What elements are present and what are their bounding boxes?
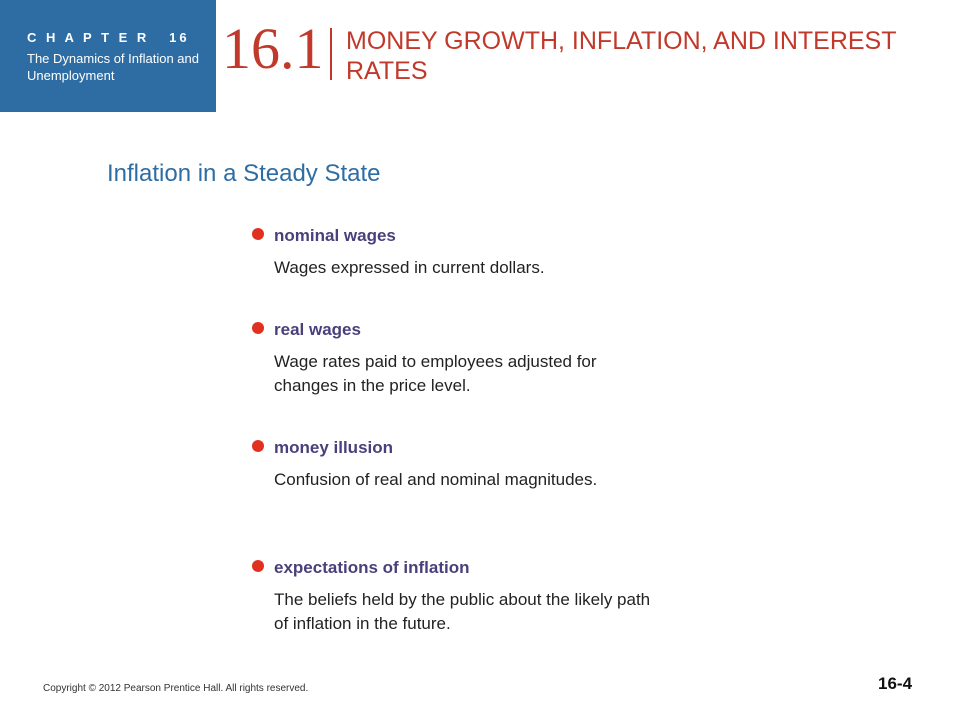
term-definition: Wage rates paid to employees adjusted for changes in the price level. (274, 352, 597, 395)
chapter-label: C H A P T E R 16 (27, 30, 190, 45)
chapter-title: The Dynamics of Inflation and Unemployment (27, 51, 199, 83)
chapter-box (0, 0, 216, 112)
term-name: money illusion (274, 438, 394, 457)
title-divider (330, 28, 332, 80)
section-title: MONEY GROWTH, INFLATION, AND INTEREST RATES (346, 27, 897, 85)
bullet-icon (252, 440, 264, 452)
term-name: real wages (274, 320, 361, 339)
term-name: nominal wages (274, 226, 396, 245)
bullet-icon (252, 228, 264, 240)
subheading: Inflation in a Steady State (107, 160, 381, 187)
section-number: 16.1 (222, 16, 324, 81)
term-definition: Wages expressed in current dollars. (274, 258, 545, 277)
slide-number: 16-4 (878, 674, 913, 693)
term-definition: Confusion of real and nominal magnitudes. (274, 470, 598, 489)
term-definition: The beliefs held by the public about the likely path of inflation in the future. (274, 590, 651, 633)
copyright-text: Copyright © 2012 Pearson Prentice Hall. All rights reserved. (43, 683, 309, 694)
bullet-icon (252, 322, 264, 334)
bullet-icon (252, 560, 264, 572)
term-name: expectations of inflation (274, 558, 470, 577)
